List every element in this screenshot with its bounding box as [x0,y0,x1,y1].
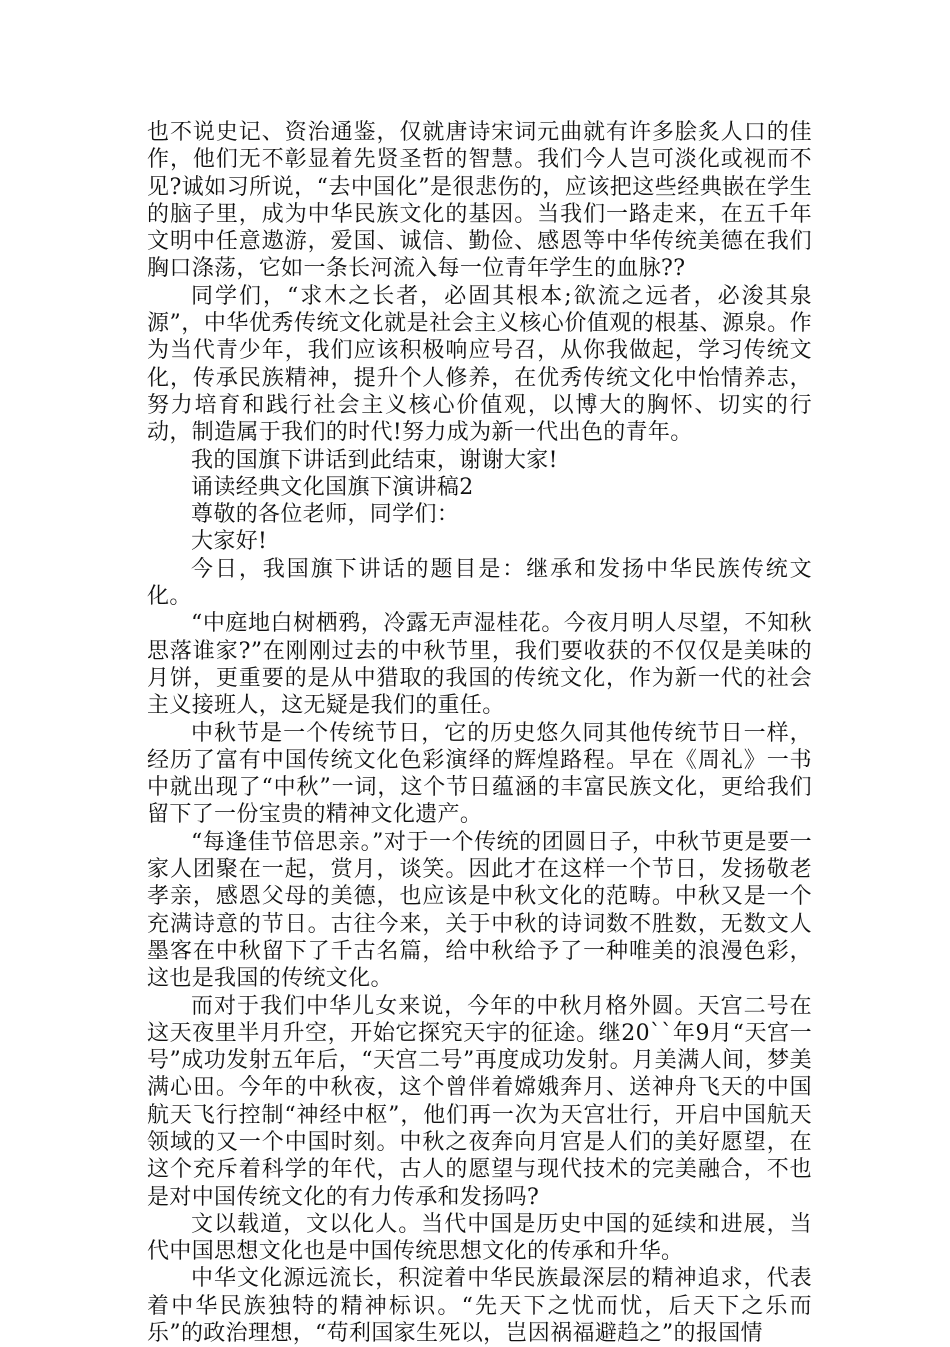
greeting: 大家好! [191,529,268,555]
section-title: 诵读经典文化国旗下演讲稿2 [191,474,474,500]
paragraph: 今日，我国旗下讲话的题目是：继承和发扬中华民族传统文化。 [147,556,812,610]
paragraph: 同学们，“求木之长者，必固其根本;欲流之远者，必浚其泉源”，中华优秀传统文化就是社会主义核心价值观的根基、源泉。作为当代青少年，我们应该积极响应号召，从你我做起，学习传统文化，传承民族精神，提升个人修养，在优秀传统文化中怡情养志，努力培育和践行社会主义核心价值观，以博大的胸怀、切实的行动，制造属于我们的时代!努力成为新一代出色的青年。 [147,283,812,446]
salutation: 尊敬的各位老师，同学们： [191,502,460,528]
paragraph: 我的国旗下讲话到此结束，谢谢大家! [191,447,558,473]
paragraph: 中秋节是一个传统节日，它的历史悠久同其他传统节日一样，经历了富有中国传统文化色彩演绎的辉煌路程。早在《周礼》一书中就出现了“中秋”一词，这个节日蕴涵的丰富民族文化，更给我们留下了一份宝贵的精神文化遗产。 [147,720,812,828]
paragraph: 文以载道，文以化人。当代中国是历史中国的延续和进展，当代中国思想文化也是中国传统思想文化的传承和升华。 [147,1211,812,1265]
document-page [147,119,812,1347]
paragraph: 也不说史记、资治通鉴，仅就唐诗宋词元曲就有许多脍炙人口的佳作，他们无不彰显着先贤圣哲的智慧。我们今人岂可淡化或视而不见?诚如习所说，“去中国化”是很悲伤的，应该把这些经典嵌在学生的脑子里，成为中华民族文化的基因。当我们一路走来，在五千年文明中任意遨游，爱国、诚信、勤俭、感恩等中华传统美德在我们胸口涤荡，它如一条长河流入每一位青年学生的血脉?? [147,120,812,282]
paragraph: “每逢佳节倍思亲。”对于一个传统的团圆日子，中秋节更是要一家人团聚在一起，赏月，谈笑。因此才在这样一个节日，发扬敬老孝亲，感恩父母的美德，也应该是中秋文化的范畴。中秋又是一个充满诗意的节日。古往今来，关于中秋的诗词数不胜数，无数文人墨客在中秋留下了千古名篇，给中秋给予了一种唯美的浪漫色彩，这也是我国的传统文化。 [147,829,812,992]
paragraph: 中华文化源远流长，积淀着中华民族最深层的精神追求，代表着中华民族独特的精神标识。“先天下之忧而忧，后天下之乐而乐”的政治理想，“苟利国家生死以，岂因祸福避趋之”的报国情 [147,1266,812,1347]
paragraph: 而对于我们中华儿女来说，今年的中秋月格外圆。天宫二号在这天夜里半月升空，开始它探究天宇的征途。继20``年9月“天宫一号”成功发射五年后，“天宫二号”再度成功发射。月美满人间，梦美满心田。今年的中秋夜，这个曾伴着嫦娥奔月、送神舟飞天的中国航天飞行控制“神经中枢”，他们再一次为天宫壮行，开启中国航天领域的又一个中国时刻。中秋之夜奔向月宫是人们的美好愿望，在这个充斥着科学的年代，古人的愿望与现代技术的完美融合，不也是对中国传统文化的有力传承和发扬吗? [147,993,812,1210]
paragraph: “中庭地白树栖鸦，冷露无声湿桂花。今夜月明人尽望，不知秋思落谁家?”在刚刚过去的中秋节里，我们要收获的不仅仅是美味的月饼，更重要的是从中猎取的我国的传统文化，作为新一代的社会主义接班人，这无疑是我们的重任。 [147,611,812,719]
